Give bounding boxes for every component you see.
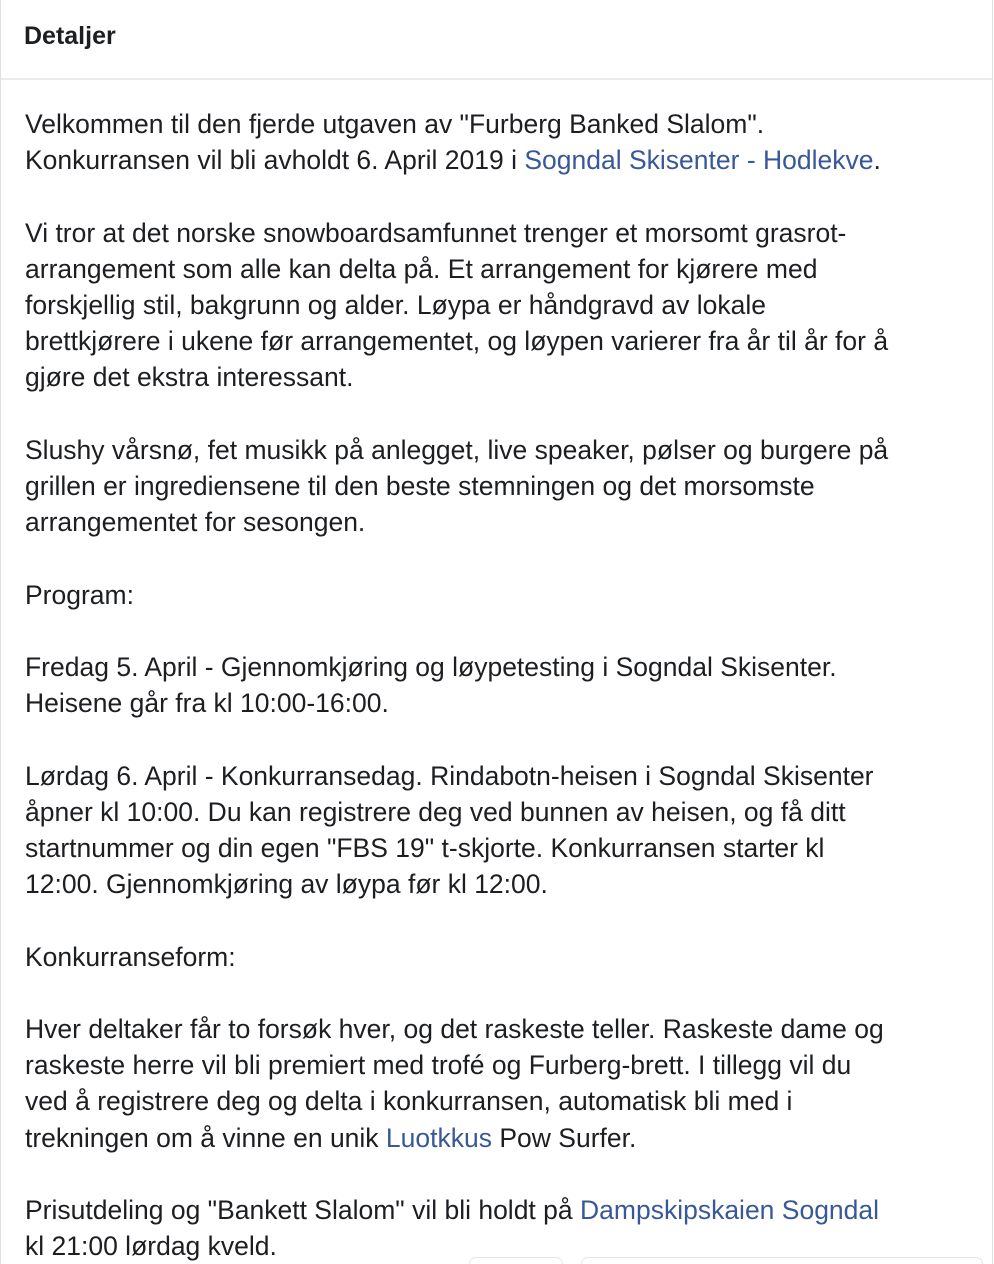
luotkkus-link[interactable]: Luotkkus — [385, 1122, 492, 1153]
intro-text: Velkommen til den fjerde utgaven av "Furberg Banked Slalom". Konkurransen vil bli avholdt 6. April 2019 i — [25, 109, 765, 176]
program-heading: Program: — [25, 579, 134, 610]
prize-text: Prisutdeling og "Bankett Slalom" vil bli holdt på — [25, 1194, 580, 1225]
dampskipskaien-link[interactable]: Dampskipskaien Sogndal — [580, 1194, 880, 1225]
details-body — [1, 0, 992, 1264]
details-title: Detaljer — [24, 22, 116, 50]
format-heading: Konkurranseform: — [25, 941, 236, 972]
saturday-paragraph: Lørdag 6. April - Konkurransedag. Rindabotn-heisen i Sogndal Skisenter åpner kl 10:00. Du kan registrere deg ved bunnen av heisen, og få ditt startnummer og din egen "FBS 19" t-skjorte. Konkurransen starter kl 12:00. Gjennomkjøring av løypa før kl 12:00. — [25, 760, 874, 900]
bottom-card-fragment — [469, 1257, 563, 1264]
venue-link[interactable]: Sogndal Skisenter - Hodlekve — [524, 145, 874, 176]
format-text-end: Pow Surfer. — [492, 1122, 637, 1153]
prize-text-end: kl 21:00 lørdag kveld. — [25, 1231, 277, 1262]
bottom-card-fragment — [581, 1257, 983, 1264]
friday-paragraph: Fredag 5. April - Gjennomkjøring og løypetesting i Sogndal Skisenter. Heisene går fra kl 10:00-16:00. — [25, 651, 837, 719]
format-text: Hver deltaker får to forsøk hver, og det raskeste teller. Raskeste dame og raskeste herre vil bli premiert med trofé og Furberg-brett. I tillegg vil du ved å registrere deg og delta i konkurransen, automatisk bli med i trekningen om å vinne en unik — [25, 1013, 884, 1153]
format-paragraph — [25, 1011, 985, 1156]
intro-paragraph — [25, 106, 985, 178]
vision-paragraph: Vi tror at det norske snowboardsamfunnet trenger et morsomt grasrot- arrangement som alle kan delta på. Et arrangement for kjørere med forskjellig stil, bakgrunn og alder. Løypa er håndgravd av lokale brettkjørere i ukene før arrangementet, og løypen varierer fra år til år for å gjøre det ekstra interessant. — [25, 217, 889, 393]
atmosphere-paragraph: Slushy vårsnø, fet musikk på anlegget, live speaker, pølser og burgere på grillen er ingrediensene til den beste stemningen og det morsomste arrangementet for sesongen. — [25, 434, 889, 538]
prize-paragraph — [25, 1192, 985, 1264]
intro-text-end: . — [873, 145, 881, 176]
